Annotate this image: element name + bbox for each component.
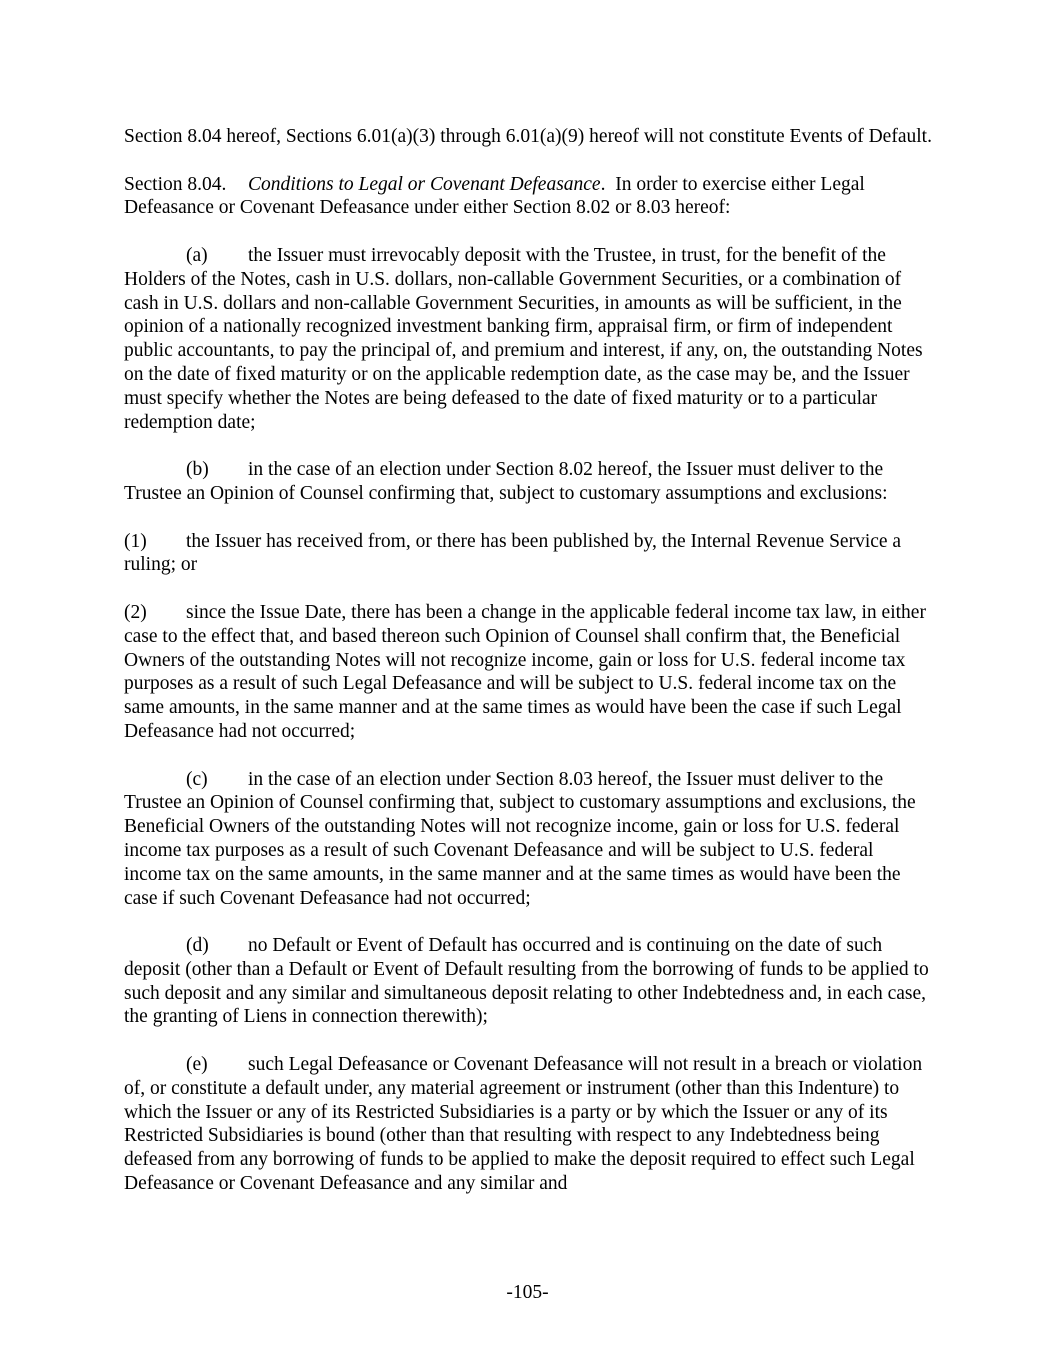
- document-body: [124, 125, 934, 1220]
- clause-c-label: (c): [186, 768, 208, 790]
- clause-b-2-label: (2): [124, 601, 147, 623]
- clause-a-label: (a): [186, 244, 208, 266]
- clause-e-label: (e): [186, 1054, 208, 1076]
- clause-b-text: in the case of an election under Section 8.02 hereof, the Issuer must deliver to the Trustee an Opinion of Counsel confirming that, subject to customary assumptions and exclusions:: [124, 459, 888, 504]
- clause-b-label: (b): [186, 459, 209, 481]
- clause-b-1: [124, 530, 934, 578]
- clause-d: [124, 934, 934, 1029]
- section-8-04-heading-paragraph: [124, 173, 934, 221]
- section-intro-text: In order to exercise either Legal Defeasance or Covenant Defeasance under either Section 8.02 or 8.03 hereof:: [124, 173, 870, 219]
- intro-paragraph: Section 8.04 hereof, Sections 6.01(a)(3) through 6.01(a)(9) hereof will not constitute Events of Default.: [124, 126, 932, 147]
- clause-e: [124, 1053, 934, 1196]
- clause-b-2-text: since the Issue Date, there has been a change in the applicable federal income tax law, in either case to the effect that, and based thereon such Opinion of Counsel shall confirm that, the Beneficial Owners of the outstanding Notes will not recognize income, gain or loss for U.S. federal income tax purposes as a result of such Legal Defeasance and will be subject to U.S. federal income tax on the same amounts, in the same manner and at the same times as would have been the case if such Legal Defeasance had not occurred;: [124, 601, 926, 742]
- clause-a-text: the Issuer must irrevocably deposit with the Trustee, in trust, for the benefit of the Holders of the Notes, cash in U.S. dollars, non-callable Government Securities, or a combination of cash in U.S. dollars and non-callable Government Securities, in amounts as will be sufficient, in the opinion of a nationally recognized investment banking firm, appraisal firm, or firm of independent public accountants, to pay the principal of, and premium and interest, if any, on, the outstanding Notes on the date of fixed maturity or on the applicable redemption date, as the case may be, and the Issuer must specify whether the Notes are being defeased to the date of fixed maturity or to a particular redemption date;: [124, 244, 923, 433]
- clause-b-1-text: the Issuer has received from, or there has been published by, the Internal Revenue Service a ruling; or: [124, 530, 902, 576]
- clause-b: [124, 458, 934, 506]
- clause-d-label: (d): [186, 935, 209, 957]
- page-number: -105-: [506, 1282, 549, 1303]
- clause-b-1-label: (1): [124, 530, 147, 552]
- section-number: Section 8.04.: [124, 173, 227, 195]
- clause-a: [124, 244, 934, 434]
- clause-b-2: [124, 601, 934, 744]
- clause-c: [124, 768, 934, 911]
- section-title-period: .: [600, 173, 606, 195]
- section-title: Conditions to Legal or Covenant Defeasance: [248, 173, 601, 195]
- clause-d-text: no Default or Event of Default has occurred and is continuing on the date of such deposit (other than a Default or Event of Default resulting from the borrowing of funds to be applied to such deposit and any similar and simultaneous deposit relating to other Indebtedness and, in each case, the granting of Liens in connection therewith);: [124, 935, 929, 1028]
- clause-c-text: in the case of an election under Section 8.03 hereof, the Issuer must deliver to the Trustee an Opinion of Counsel confirming that, subject to customary assumptions and exclusions, the Beneficial Owners of the outstanding Notes will not recognize income, gain or loss for U.S. federal income tax purposes as a result of such Covenant Defeasance and will be subject to U.S. federal income tax on the same amounts, in the same manner and at the same times as would have been the case if such Covenant Defeasance had not occurred;: [124, 768, 916, 909]
- clause-e-text: such Legal Defeasance or Covenant Defeasance will not result in a breach or violation of, or constitute a default under, any material agreement or instrument (other than this Indenture) to which the Issuer or any of its Restricted Subsidiaries is a party or by which the Issuer or any of its Restricted Subsidiaries is bound (other than that resulting with respect to any Indebtedness being defeased from any borrowing of funds to be applied to make the deposit required to effect such Legal Defeasance or Covenant Defeasance and any similar and: [124, 1054, 923, 1195]
